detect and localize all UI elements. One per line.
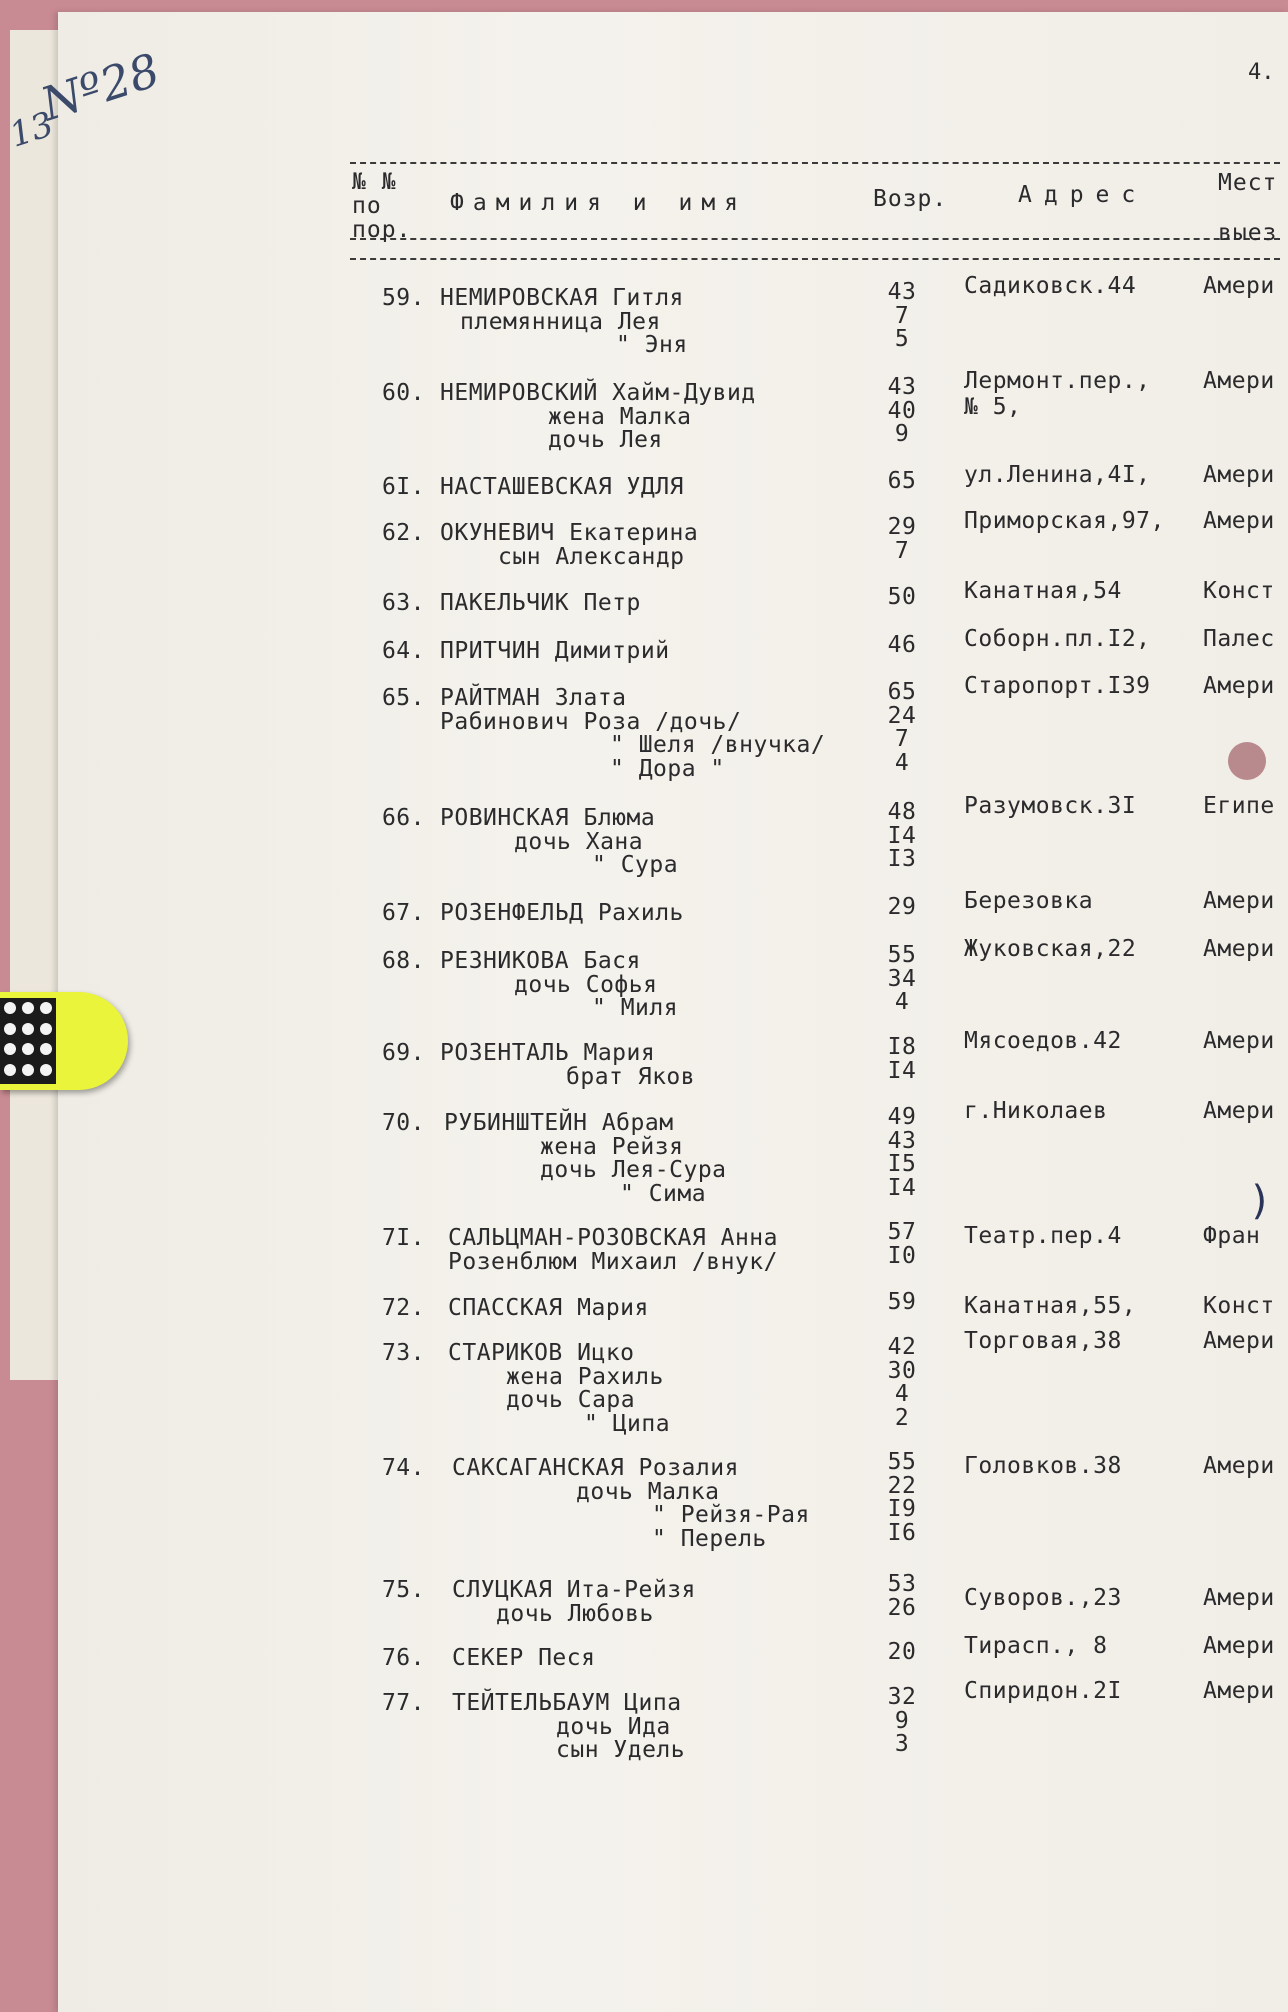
- entry-family-member: дочь Хана: [514, 828, 644, 855]
- entry-number: 72.: [381, 1295, 425, 1321]
- entry-name: ПРИТЧИН Димитрий: [440, 638, 670, 664]
- entry-family-member: племянница Лея: [460, 308, 661, 335]
- binder-clip: [0, 992, 128, 1090]
- entry-destination: Амери: [1203, 508, 1275, 534]
- entry-family-member: дочь Ида: [556, 1713, 671, 1740]
- archive-mark: Nº28: [34, 42, 166, 132]
- entry-ages: 43 40 9: [887, 374, 917, 447]
- entry-address: Разумовск.3I: [964, 793, 1137, 819]
- entry-ages: I8 I4: [887, 1034, 917, 1084]
- entry-number: 62.: [381, 520, 425, 546]
- entry-ages: 20: [887, 1639, 917, 1665]
- entry-address: Соборн.пл.I2,: [964, 626, 1151, 652]
- entry-family-member: дочь Любовь: [496, 1600, 654, 1627]
- entry-family-member: " Сима: [620, 1180, 707, 1207]
- header-rule-mid: [350, 238, 1280, 240]
- entry-destination: Египе: [1203, 793, 1275, 819]
- entry-destination: Амери: [1203, 936, 1275, 962]
- entry-ages: 29: [887, 894, 917, 920]
- entry-address: Приморская,97,: [964, 508, 1165, 534]
- entry-ages: 46: [887, 632, 917, 658]
- header-rule-top: [350, 162, 1280, 164]
- entry-ages: 53 26: [887, 1571, 917, 1621]
- entry-number: 64.: [381, 638, 425, 664]
- entry-family-member: " Сура: [592, 852, 679, 878]
- entry-family-member: " Ципа: [584, 1410, 671, 1437]
- entry-name: НАСТАШЕВСКАЯ УДЛЯ: [440, 474, 684, 500]
- entry-ages: 42 30 4 2: [887, 1334, 917, 1431]
- header-col-name: Фамилия и имя: [450, 190, 748, 216]
- header-col-address: Адрес: [1018, 182, 1148, 208]
- entry-destination: Амери: [1203, 673, 1275, 699]
- entry-address: Театр.пер.4: [964, 1223, 1122, 1249]
- entry-ages: 65 24 7 4: [887, 679, 917, 776]
- entry-family-member: жена Малка: [548, 403, 692, 430]
- ink-mark: ): [1248, 1178, 1273, 1224]
- entry-name: РАЙТМАН Злата: [440, 685, 627, 711]
- entry-address: Канатная,55,: [964, 1293, 1137, 1319]
- entry-family-member: брат Яков: [566, 1063, 696, 1090]
- entry-ages: 55 22 I9 I6: [887, 1449, 917, 1546]
- entry-family-member: Рабинович Роза /дочь/: [440, 708, 742, 735]
- entry-number: 69.: [381, 1040, 425, 1066]
- entry-address: Канатная,54: [964, 578, 1122, 604]
- entry-family-member: жена Рахиль: [506, 1363, 664, 1390]
- entry-family-member: дочь Сара: [506, 1387, 636, 1413]
- entry-number: 65.: [381, 685, 425, 711]
- entry-destination: Амери: [1203, 1328, 1275, 1354]
- entry-name: ОКУНЕВИЧ Екатерина: [440, 520, 699, 546]
- entry-number: 63.: [381, 590, 425, 616]
- entry-name: НЕМИРОВСКИЙ Хайм-Дувид: [440, 380, 756, 406]
- entry-number: 73.: [381, 1340, 425, 1366]
- entry-ages: 32 9 3: [887, 1684, 917, 1757]
- entry-destination: Амери: [1203, 1678, 1275, 1704]
- entry-destination: Амери: [1203, 888, 1275, 914]
- entry-family-member: " Эня: [616, 332, 688, 358]
- entry-destination: Амери: [1203, 1098, 1275, 1124]
- archive-mark-secondary: 13: [4, 104, 59, 156]
- entry-address: Головков.38: [964, 1453, 1122, 1479]
- entry-destination: Амери: [1203, 1633, 1275, 1659]
- entry-number: 59.: [381, 285, 425, 311]
- entry-name: ПАКЕЛЬЧИК Петр: [440, 590, 641, 616]
- header-col-destination: Мест выез: [1218, 170, 1278, 246]
- entry-name: НЕМИРОВСКАЯ Гитля: [440, 285, 684, 311]
- entry-ages: 65: [887, 468, 917, 494]
- entry-address: ул.Ленина,4I,: [964, 462, 1151, 488]
- entry-name: ТЕЙТЕЛЬБАУМ Ципа: [452, 1690, 682, 1716]
- entry-number: 66.: [381, 805, 425, 831]
- entry-name: СТАРИКОВ Ицко: [448, 1340, 635, 1366]
- entry-destination: Амери: [1203, 1585, 1275, 1611]
- header-rule-bottom: [350, 258, 1280, 260]
- entry-name: САЛЬЦМАН-РОЗОВСКАЯ Анна: [448, 1225, 778, 1251]
- entry-ages: 43 7 5: [887, 279, 917, 352]
- entry-family-member: " Шеля /внучка/: [610, 732, 826, 758]
- entry-number: 70.: [381, 1110, 425, 1136]
- entry-family-member: " Дора ": [610, 755, 725, 782]
- entry-destination: Конст: [1203, 578, 1275, 604]
- entry-family-member: " Перель: [652, 1525, 767, 1552]
- entry-address: Торговая,38: [964, 1328, 1122, 1354]
- entry-family-member: дочь Лея: [548, 427, 663, 453]
- entry-ages: 49 43 I5 I4: [887, 1104, 917, 1201]
- entry-destination: Амери: [1203, 462, 1275, 488]
- clip-dot-pattern: [0, 998, 56, 1084]
- entry-name: САКСАГАНСКАЯ Розалия: [452, 1455, 739, 1481]
- entry-name: СПАССКАЯ Мария: [448, 1295, 649, 1321]
- entry-destination: Амери: [1203, 368, 1275, 394]
- entry-ages: 59: [887, 1289, 917, 1315]
- entry-address: Суворов.,23: [964, 1585, 1122, 1611]
- entry-name: РЕЗНИКОВА Бася: [440, 948, 641, 974]
- entry-ages: 48 I4 I3: [887, 799, 917, 872]
- entry-name: СЕКЕР Песя: [452, 1645, 596, 1671]
- entry-address: Садиковск.44: [964, 273, 1137, 299]
- entry-family-member: сын Александр: [498, 543, 685, 570]
- punched-hole: [1228, 742, 1266, 780]
- entry-destination: Конст: [1203, 1293, 1275, 1319]
- page-number: 4.: [1248, 60, 1275, 85]
- entry-destination: Амери: [1203, 1028, 1275, 1054]
- entry-family-member: дочь Лея-Сура: [540, 1157, 727, 1183]
- entry-ages: 50: [887, 584, 917, 610]
- entry-number: 75.: [381, 1577, 425, 1603]
- entry-family-member: дочь Софья: [514, 971, 658, 998]
- entry-destination: Амери: [1203, 273, 1275, 299]
- entry-address: Тирасп., 8: [964, 1633, 1108, 1659]
- entry-address: Березовка: [964, 888, 1094, 914]
- entry-family-member: дочь Малка: [576, 1478, 720, 1505]
- entry-number: 77.: [381, 1690, 425, 1716]
- entry-destination: Амери: [1203, 1453, 1275, 1479]
- entry-number: 68.: [381, 948, 425, 974]
- entry-ages: 55 34 4: [887, 942, 917, 1015]
- entry-address: Спиридон.2I: [964, 1678, 1122, 1704]
- entry-number: 60.: [381, 380, 425, 406]
- entry-address: г.Николаев: [964, 1098, 1108, 1124]
- header-col-number: № № по пор.: [352, 169, 412, 243]
- entry-address: Лермонт.пер., № 5,: [964, 368, 1151, 420]
- entry-name: СЛУЦКАЯ Ита-Рейзя: [452, 1577, 696, 1603]
- entry-address: Старопорт.I39: [964, 673, 1151, 699]
- entry-family-member: сын Удель: [556, 1737, 686, 1763]
- entry-destination: Фран: [1203, 1223, 1261, 1249]
- entry-name: РУБИНШТЕЙН Абрам: [444, 1110, 674, 1136]
- entry-number: 6I.: [381, 474, 425, 500]
- entry-family-member: " Рейзя-Рая: [652, 1502, 810, 1528]
- header-col-age: Возр.: [873, 186, 948, 212]
- entry-number: 76.: [381, 1645, 425, 1671]
- entry-destination: Палес: [1203, 626, 1275, 652]
- entry-number: 7I.: [381, 1225, 425, 1251]
- entry-address: Мясоедов.42: [964, 1028, 1122, 1054]
- entry-number: 74.: [381, 1455, 425, 1481]
- entry-address: Жуковская,22: [964, 936, 1137, 962]
- entry-number: 67.: [381, 900, 425, 926]
- entry-family-member: жена Рейзя: [540, 1133, 684, 1160]
- entry-name: РОЗЕНТАЛЬ Мария: [440, 1040, 656, 1066]
- entry-family-member: " Миля: [592, 995, 679, 1021]
- entry-name: РОЗЕНФЕЛЬД Рахиль: [440, 900, 684, 926]
- entry-family-member: Розенблюм Михаил /внук/: [448, 1248, 778, 1275]
- entry-name: РОВИНСКАЯ Блюма: [440, 805, 656, 831]
- entry-ages: 29 7: [887, 514, 917, 564]
- entry-ages: 57 I0: [887, 1219, 917, 1269]
